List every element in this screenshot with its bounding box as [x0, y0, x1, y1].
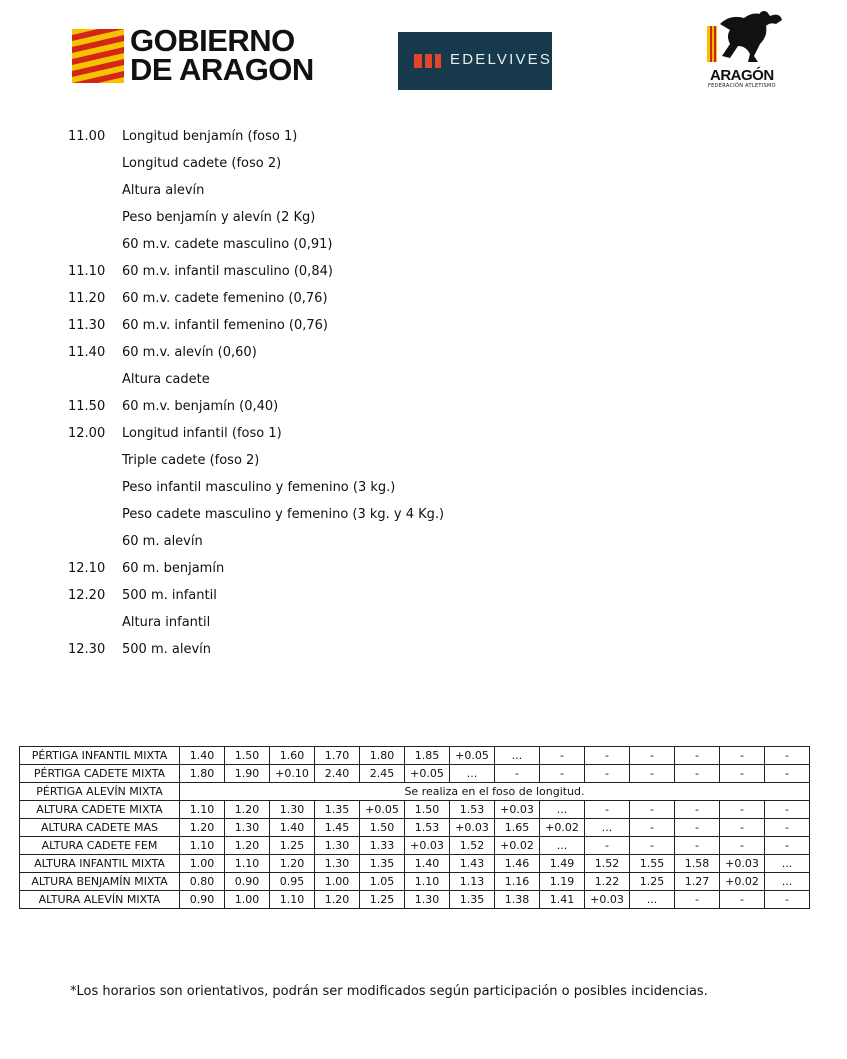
heights-table	[19, 746, 810, 909]
table-cell: 1.40	[270, 819, 315, 837]
table-cell: 1.25	[630, 873, 675, 891]
table-cell: +0.03	[450, 819, 495, 837]
schedule-row	[68, 289, 588, 316]
athlete-silhouette-icon	[700, 10, 790, 68]
schedule-event: Longitud infantil (foso 1)	[122, 426, 282, 441]
schedule-event: 60 m. alevín	[122, 534, 203, 549]
row-name: ALTURA CADETE MAS	[20, 819, 180, 837]
row-name: PÉRTIGA ALEVÍN MIXTA	[20, 783, 180, 801]
table-cell: -	[630, 801, 675, 819]
row-name: ALTURA CADETE MIXTA	[20, 801, 180, 819]
table-cell: 1.19	[540, 873, 585, 891]
table-cell: 1.30	[405, 891, 450, 909]
table-cell: +0.02	[495, 837, 540, 855]
table-cell: 1.85	[405, 747, 450, 765]
row-name: ALTURA CADETE FEM	[20, 837, 180, 855]
table-cell: 1.45	[315, 819, 360, 837]
table-row	[20, 801, 810, 819]
table-cell: -	[765, 891, 810, 909]
edelvives-text: EDELVIVES	[450, 51, 553, 68]
schedule-time: 12.20	[68, 588, 106, 603]
table-cell: -	[720, 819, 765, 837]
table-cell: 1.10	[225, 855, 270, 873]
table-cell: 1.20	[315, 891, 360, 909]
table-cell: 1.10	[180, 837, 225, 855]
row-name: PÉRTIGA INFANTIL MIXTA	[20, 747, 180, 765]
table-cell: 1.20	[225, 837, 270, 855]
schedule-event: Peso cadete masculino y femenino (3 kg. y 4 Kg.)	[122, 507, 445, 522]
schedule-row	[68, 613, 588, 640]
table-cell: 1.22	[585, 873, 630, 891]
table-cell: +0.03	[720, 855, 765, 873]
table-cell: ...	[585, 819, 630, 837]
table-cell: -	[765, 747, 810, 765]
schedule-time: 11.50	[68, 399, 106, 414]
table-cell: +0.02	[720, 873, 765, 891]
table-cell: 1.53	[405, 819, 450, 837]
table-cell: 1.53	[450, 801, 495, 819]
table-cell: +0.05	[360, 801, 405, 819]
schedule-row	[68, 370, 588, 397]
gobierno-line-1: GOBIERNO	[130, 23, 295, 58]
table-cell: ...	[495, 747, 540, 765]
schedule-event: Longitud cadete (foso 2)	[122, 156, 282, 171]
table-cell: ...	[765, 855, 810, 873]
table-row	[20, 891, 810, 909]
table-cell: 1.52	[585, 855, 630, 873]
schedule-time: 11.10	[68, 264, 106, 279]
aragon-flag-icon	[72, 29, 124, 83]
schedule-event: 500 m. infantil	[122, 588, 217, 603]
edelvives-mark-icon	[414, 54, 444, 68]
table-cell: 1.52	[450, 837, 495, 855]
schedule-event: 60 m.v. benjamín (0,40)	[122, 399, 279, 414]
table-cell: -	[720, 801, 765, 819]
table-cell: -	[765, 801, 810, 819]
schedule-row	[68, 208, 588, 235]
table-cell: +0.03	[405, 837, 450, 855]
table-cell: -	[495, 765, 540, 783]
schedule-row	[68, 424, 588, 451]
table-cell: -	[630, 819, 675, 837]
schedule-row	[68, 397, 588, 424]
table-cell: -	[585, 801, 630, 819]
schedule-row	[68, 640, 588, 667]
table-cell: ...	[540, 837, 585, 855]
schedule-row	[68, 505, 588, 532]
table-cell: -	[675, 891, 720, 909]
schedule-event: 60 m.v. infantil femenino (0,76)	[122, 318, 329, 333]
table-cell: -	[675, 747, 720, 765]
table-cell: 1.16	[495, 873, 540, 891]
schedule-row	[68, 127, 588, 154]
table-cell: 1.10	[180, 801, 225, 819]
table-cell: -	[585, 747, 630, 765]
table-cell: 1.00	[180, 855, 225, 873]
table-cell: +0.05	[405, 765, 450, 783]
table-row	[20, 873, 810, 891]
schedule-event: 60 m. benjamín	[122, 561, 225, 576]
table-cell: +0.05	[450, 747, 495, 765]
table-cell: -	[675, 765, 720, 783]
schedule-event: Triple cadete (foso 2)	[122, 453, 260, 468]
schedule-time: 12.00	[68, 426, 106, 441]
table-cell: -	[675, 837, 720, 855]
table-cell: ...	[630, 891, 675, 909]
schedule-row	[68, 559, 588, 586]
table-cell: -	[630, 837, 675, 855]
table-cell: ...	[765, 873, 810, 891]
schedule-time: 11.20	[68, 291, 106, 306]
schedule-row	[68, 451, 588, 478]
table-cell: 2.45	[360, 765, 405, 783]
schedule-event: Altura alevín	[122, 183, 205, 198]
table-cell: -	[765, 765, 810, 783]
table-cell: -	[720, 765, 765, 783]
table-cell: 1.40	[180, 747, 225, 765]
schedule-event: 500 m. alevín	[122, 642, 211, 657]
schedule-row	[68, 154, 588, 181]
table-cell: 1.30	[270, 801, 315, 819]
schedule-row	[68, 262, 588, 289]
table-cell: 1.35	[315, 801, 360, 819]
table-cell: 1.50	[225, 747, 270, 765]
table-cell: 1.90	[225, 765, 270, 783]
schedule-event: 60 m.v. alevín (0,60)	[122, 345, 257, 360]
table-cell: -	[720, 891, 765, 909]
federacion-atletismo-logo	[700, 10, 790, 90]
schedule-row	[68, 343, 588, 370]
schedule-time: 11.00	[68, 129, 106, 144]
table-row	[20, 783, 810, 801]
table-cell: 1.33	[360, 837, 405, 855]
table-cell: +0.10	[270, 765, 315, 783]
federacion-title: ARAGÓN	[710, 67, 774, 84]
table-cell: -	[585, 765, 630, 783]
table-cell: 1.35	[450, 891, 495, 909]
table-row	[20, 765, 810, 783]
table-cell: -	[675, 801, 720, 819]
edelvives-logo	[398, 32, 552, 90]
table-cell: 1.20	[180, 819, 225, 837]
table-cell: -	[540, 747, 585, 765]
table-cell: 1.00	[315, 873, 360, 891]
table-cell: ...	[540, 801, 585, 819]
table-cell: +0.02	[540, 819, 585, 837]
schedule-row	[68, 478, 588, 505]
table-cell: -	[765, 837, 810, 855]
table-cell: 1.60	[270, 747, 315, 765]
table-cell: 1.49	[540, 855, 585, 873]
table-cell: -	[630, 747, 675, 765]
schedule-time: 12.10	[68, 561, 106, 576]
schedule-event: 60 m.v. cadete femenino (0,76)	[122, 291, 328, 306]
table-cell: -	[765, 819, 810, 837]
table-cell: 1.38	[495, 891, 540, 909]
schedule-event: 60 m.v. cadete masculino (0,91)	[122, 237, 333, 252]
table-cell: 1.10	[405, 873, 450, 891]
schedule-time: 11.30	[68, 318, 106, 333]
table-cell: -	[720, 837, 765, 855]
table-row	[20, 747, 810, 765]
table-cell: -	[540, 765, 585, 783]
schedule-row	[68, 586, 588, 613]
table-row	[20, 819, 810, 837]
schedule-row	[68, 235, 588, 262]
table-cell: 0.95	[270, 873, 315, 891]
table-cell: 1.41	[540, 891, 585, 909]
row-name: ALTURA INFANTIL MIXTA	[20, 855, 180, 873]
footnote: *Los horarios son orientativos, podrán ser modificados según participación o posibles incidencias.	[70, 984, 708, 999]
table-cell: 1.43	[450, 855, 495, 873]
table-cell: 1.05	[360, 873, 405, 891]
table-cell: +0.03	[495, 801, 540, 819]
schedule-row	[68, 316, 588, 343]
table-cell: 1.50	[360, 819, 405, 837]
table-cell: 1.25	[270, 837, 315, 855]
schedule-event: Altura infantil	[122, 615, 211, 630]
table-cell: 2.40	[315, 765, 360, 783]
table-cell: -	[630, 765, 675, 783]
table-cell: 1.46	[495, 855, 540, 873]
gobierno-line-2: DE ARAGON	[130, 52, 314, 87]
row-name: PÉRTIGA CADETE MIXTA	[20, 765, 180, 783]
table-cell: ...	[450, 765, 495, 783]
table-cell: +0.03	[585, 891, 630, 909]
row-name: ALTURA ALEVÍN MIXTA	[20, 891, 180, 909]
table-cell: 1.50	[405, 801, 450, 819]
table-cell: 1.30	[315, 837, 360, 855]
federacion-subtitle: FEDERACIÓN ATLETISMO	[708, 83, 776, 89]
schedule-event: Altura cadete	[122, 372, 210, 387]
schedule-row	[68, 532, 588, 559]
table-note-cell: Se realiza en el foso de longitud.	[180, 783, 810, 801]
table-cell: 1.65	[495, 819, 540, 837]
table-cell: 1.13	[450, 873, 495, 891]
table-cell: 0.80	[180, 873, 225, 891]
table-cell: 1.35	[360, 855, 405, 873]
table-cell: 1.30	[225, 819, 270, 837]
table-row	[20, 855, 810, 873]
gobierno-aragon-logo	[72, 23, 322, 87]
schedule-event: Peso infantil masculino y femenino (3 kg.)	[122, 480, 396, 495]
table-cell: 1.20	[270, 855, 315, 873]
table-cell: 1.40	[405, 855, 450, 873]
schedule-event: Peso benjamín y alevín (2 Kg)	[122, 210, 316, 225]
schedule-row	[68, 181, 588, 208]
table-cell: 0.90	[225, 873, 270, 891]
table-cell: 1.10	[270, 891, 315, 909]
row-name: ALTURA BENJAMÍN MIXTA	[20, 873, 180, 891]
table-cell: 1.30	[315, 855, 360, 873]
table-cell: 1.70	[315, 747, 360, 765]
schedule-list	[68, 127, 588, 667]
table-cell: 1.58	[675, 855, 720, 873]
table-cell: 1.27	[675, 873, 720, 891]
table-cell: 1.80	[360, 747, 405, 765]
table-cell: 1.55	[630, 855, 675, 873]
schedule-event: Longitud benjamín (foso 1)	[122, 129, 298, 144]
table-cell: -	[720, 747, 765, 765]
table-cell: 1.20	[225, 801, 270, 819]
table-cell: 1.25	[360, 891, 405, 909]
table-cell: 1.80	[180, 765, 225, 783]
table-cell: 0.90	[180, 891, 225, 909]
schedule-time: 11.40	[68, 345, 106, 360]
table-cell: -	[585, 837, 630, 855]
table-row	[20, 837, 810, 855]
schedule-event: 60 m.v. infantil masculino (0,84)	[122, 264, 333, 279]
table-cell: -	[675, 819, 720, 837]
schedule-time: 12.30	[68, 642, 106, 657]
table-cell: 1.00	[225, 891, 270, 909]
